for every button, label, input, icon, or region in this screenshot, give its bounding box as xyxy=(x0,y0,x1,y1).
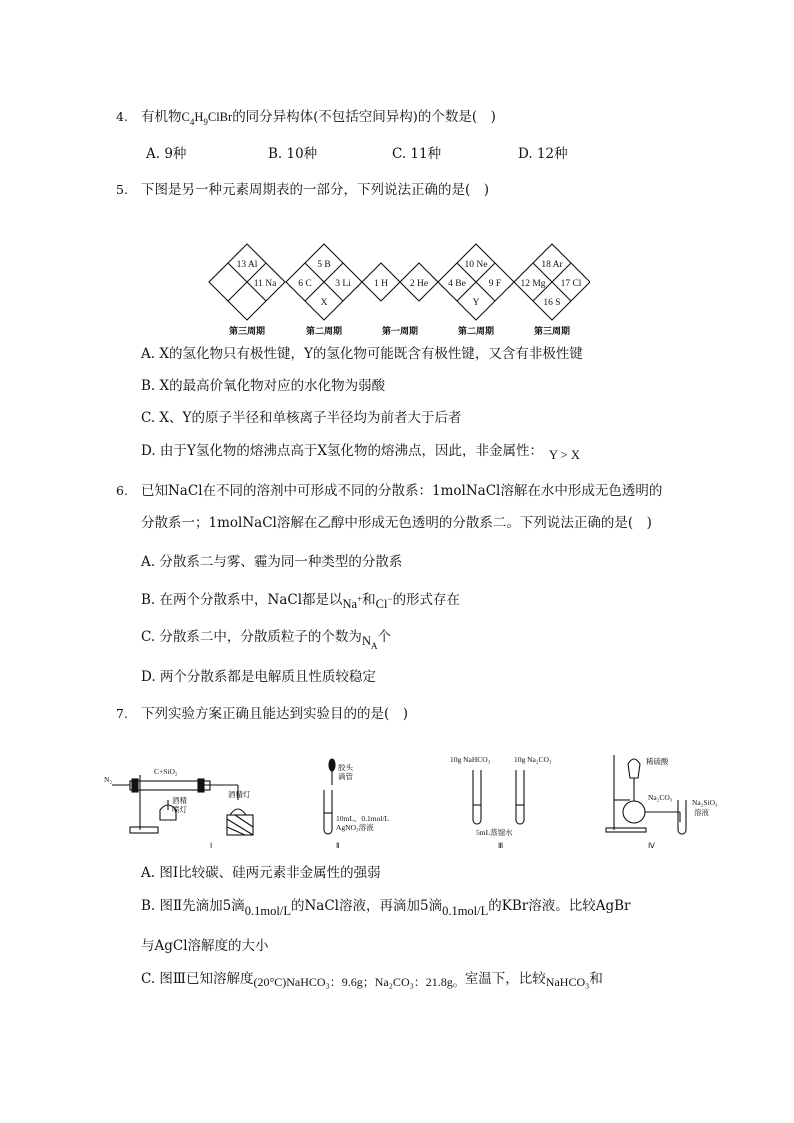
period-label: 第二周期 xyxy=(305,326,343,336)
q5-option-d: D. 由于Y氢化物的熔沸点高于X氢化物的熔沸点，因此，非金属性： Y > X xyxy=(141,443,580,462)
q6-line1: 已知NaCl在不同的溶剂中可形成不同的分散系：1molNaCl溶解在水中形成无色透明的 xyxy=(141,483,663,499)
q6-option-d: D. 两个分散系都是电解质且性质较稳定 xyxy=(141,669,376,685)
q4-option-a: A. 9种 xyxy=(146,146,187,162)
fig2-sol1: 10mL、0.1mol/L xyxy=(336,814,390,823)
fig1-reactant: C+SiO₂ xyxy=(154,767,178,776)
fig4-sol: 溶液 xyxy=(694,808,709,817)
q5-stem: 下图是另一种元素周期表的一部分，下列说法正确的是( ) xyxy=(141,182,490,198)
fig4-label: Ⅳ xyxy=(648,841,655,850)
fig2-sol2: AgNO₃溶液 xyxy=(336,823,374,832)
q5-number: 5. xyxy=(116,182,128,197)
cell-cl: 17 Cl xyxy=(560,279,582,289)
fig1-lamp1b: 喷灯 xyxy=(172,805,187,814)
period-label: 第二周期 xyxy=(457,326,495,336)
q5-option-b: B. X的最高价氧化物对应的水化物为弱酸 xyxy=(141,378,386,394)
period-label: 第三周期 xyxy=(533,326,571,336)
q7-option-c: C. 图Ⅲ已知溶解度(20°C)NaHCO₃：9.6g；Na₂CO₃：21.8g。室温下，比较NaHCO₃和 xyxy=(141,971,603,989)
fig1-lamp2: 酒精灯 xyxy=(228,790,251,799)
q5-option-a: A. X的氢化物只有极性键，Y的氢化物可能既含有极性键，又含有非极性键 xyxy=(141,346,583,362)
q4-option-d: D. 12种 xyxy=(518,146,568,162)
period-label: 第一周期 xyxy=(381,326,419,336)
q6-option-a: A. 分散系二与雾、霾为同一种类型的分散系 xyxy=(141,554,403,570)
fig2-dropper2: 滴管 xyxy=(338,772,353,781)
cell-s: 16 S xyxy=(543,298,561,308)
q6-number: 6. xyxy=(116,483,128,498)
cell-mg: 12 Mg xyxy=(520,279,546,289)
cell-c: 6 C xyxy=(298,279,312,289)
q7-option-a: A. 图Ⅰ比较碳、硅两元素非金属性的强弱 xyxy=(141,865,381,881)
fig4-na2co3: Na₂CO₃ xyxy=(648,793,673,802)
cell-na: 11 Na xyxy=(253,279,277,289)
cell-h: 1 H xyxy=(374,279,388,289)
cell-ne: 10 Ne xyxy=(464,260,488,270)
cell-b: 5 B xyxy=(317,260,331,270)
figure-3-apparatus xyxy=(440,750,570,850)
q7-option-b: B. 图Ⅱ先滴加5滴0.1mol/L的NaCl溶液，再滴加5滴0.1mol/L的KBr溶液。比较AgBr xyxy=(141,898,631,918)
q6-option-b: B. 在两个分散系中，NaCl都是以Na+和Cl−的形式存在 xyxy=(141,592,461,611)
fig1-label: Ⅰ xyxy=(210,841,213,850)
figure-2-apparatus xyxy=(310,755,420,850)
fig3-water: 5mL蒸馏水 xyxy=(476,828,513,837)
q4-number: 4. xyxy=(116,109,128,124)
q4-formula: $C_4H_9ClBr$ xyxy=(181,110,233,127)
q7-stem: 下列实验方案正确且能达到实验目的的是( ) xyxy=(141,706,409,722)
q7-option-b-line2: 与AgCl溶解度的大小 xyxy=(141,938,269,954)
cell-be: 4 Be xyxy=(448,279,466,289)
q4-option-c: C. 11种 xyxy=(392,146,442,162)
q6-option-c: C. 分散系二中，分散质粒子的个数为$N_A$个 xyxy=(141,629,391,651)
period-label: 第三周期 xyxy=(228,326,266,336)
q4-option-b: B. 10种 xyxy=(268,146,318,162)
cell-f: 9 F xyxy=(488,279,502,289)
q5-option-c: C. X、Y的原子半径和单核离子半径均为前者大于后者 xyxy=(141,410,462,426)
cell-y: Y xyxy=(472,298,480,308)
periodic-table-diagram xyxy=(205,240,590,340)
fig1-lamp1: 酒精 xyxy=(172,796,187,805)
cell-x: X xyxy=(320,298,328,308)
fig3-left: 10g NaHCO₃ xyxy=(450,755,491,764)
fig4-na2sio3: Na₂SiO₃ xyxy=(692,798,718,807)
q6-line2: 分散系一；1molNaCl溶解在乙醇中形成无色透明的分散系二。下列说法正确的是( ) xyxy=(141,515,652,531)
cell-he: 2 He xyxy=(409,279,429,289)
fig3-label: Ⅲ xyxy=(498,841,504,850)
fig2-dropper: 胶头 xyxy=(338,763,353,772)
q4-stem: 有机物$C_4H_9ClBr$的同分异构体(不包括空间异构)的个数是( ) xyxy=(141,109,496,127)
fig3-right: 10g Na₂CO₃ xyxy=(514,755,552,764)
q7-number: 7. xyxy=(116,706,128,721)
fig4-acid: 稀硫酸 xyxy=(646,757,669,766)
figure-1-apparatus xyxy=(100,755,270,850)
figure-4-apparatus xyxy=(600,750,730,850)
cell-al: 13 Al xyxy=(236,260,258,270)
fig2-label: Ⅱ xyxy=(336,841,340,850)
cell-ar: 18 Ar xyxy=(541,260,563,270)
cell-li: 3 Li xyxy=(335,279,351,289)
fig1-n2: N₂ xyxy=(104,775,113,784)
